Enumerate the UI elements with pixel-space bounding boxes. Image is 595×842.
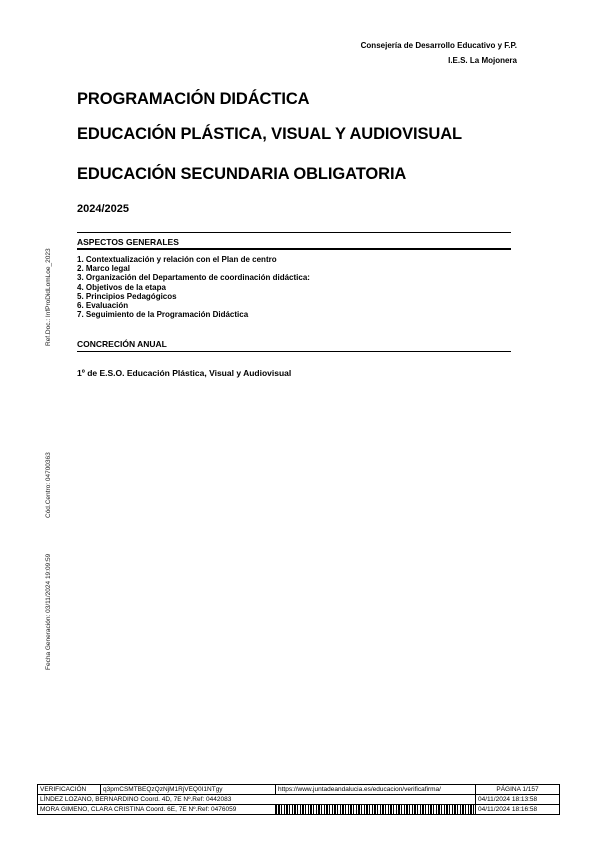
list-item: 3. Organización del Departamento de coordinación didáctica: bbox=[77, 273, 310, 283]
side-ref-doc: Ref.Doc.: InfProDidLomLoe_2023 bbox=[45, 248, 52, 346]
subject-title: EDUCACIÓN PLÁSTICA, VISUAL Y AUDIOVISUAL bbox=[77, 125, 463, 143]
signature-footer bbox=[37, 784, 560, 815]
side-fecha-generacion: Fecha Generación: 03/11/2024 19:09:59 bbox=[45, 553, 52, 670]
list-item: 7. Seguimiento de la Programación Didáctica bbox=[77, 310, 249, 320]
barcode bbox=[276, 805, 476, 815]
list-item: 4. Objetivos de la etapa bbox=[77, 282, 166, 292]
signer-1: LÍNDEZ LOZANO, BERNARDINO Coord. 4D, 7E Nº.Ref: 0442083 bbox=[38, 795, 476, 805]
verification-label: VERIFICACIÓN bbox=[38, 785, 101, 795]
list-item: 2. Marco legal bbox=[77, 264, 130, 274]
list-item: 5. Principios Pedagógicos bbox=[77, 291, 177, 301]
header-line-consejeria: Consejería de Desarrollo Educativo y F.P. bbox=[360, 41, 517, 50]
signer-1-date: 04/11/2024 18:13:58 bbox=[476, 795, 560, 805]
page-number: PÁGINA 1/157 bbox=[476, 785, 560, 795]
verification-url[interactable]: https://www.juntadeandalucia.es/educacion/verificafirma/ bbox=[276, 785, 476, 795]
doc-title: PROGRAMACIÓN DIDÁCTICA bbox=[77, 90, 310, 108]
signer-2-date: 04/11/2024 18:16:58 bbox=[476, 805, 560, 815]
aspectos-section bbox=[77, 232, 511, 250]
header-institution bbox=[361, 39, 517, 68]
aspectos-heading: ASPECTOS GENERALES bbox=[77, 233, 511, 249]
verification-code: q3pmCSMTBEQzQzNjM1RjVEQ0I1NTgy bbox=[101, 785, 276, 795]
header-line-school: I.E.S. La Mojonera bbox=[448, 55, 517, 65]
course-title: 1º de E.S.O. Educación Plástica, Visual y Audiovisual bbox=[77, 368, 292, 378]
aspectos-list bbox=[77, 255, 310, 319]
list-item: 1. Contextualización y relación con el Plan de centro bbox=[77, 255, 277, 264]
list-item: 6. Evaluación bbox=[77, 301, 129, 311]
side-centro-code: Cód.Centro: 04700363 bbox=[45, 452, 52, 518]
signer-2: MORA GIMENO, CLARA CRISTINA Coord. 6E, 7E Nº.Ref: 0476059 bbox=[38, 805, 276, 815]
stage-title: EDUCACIÓN SECUNDARIA OBLIGATORIA bbox=[77, 165, 407, 183]
school-year: 2024/2025 bbox=[77, 203, 129, 215]
concrecion-heading: CONCRECIÓN ANUAL bbox=[77, 339, 511, 352]
